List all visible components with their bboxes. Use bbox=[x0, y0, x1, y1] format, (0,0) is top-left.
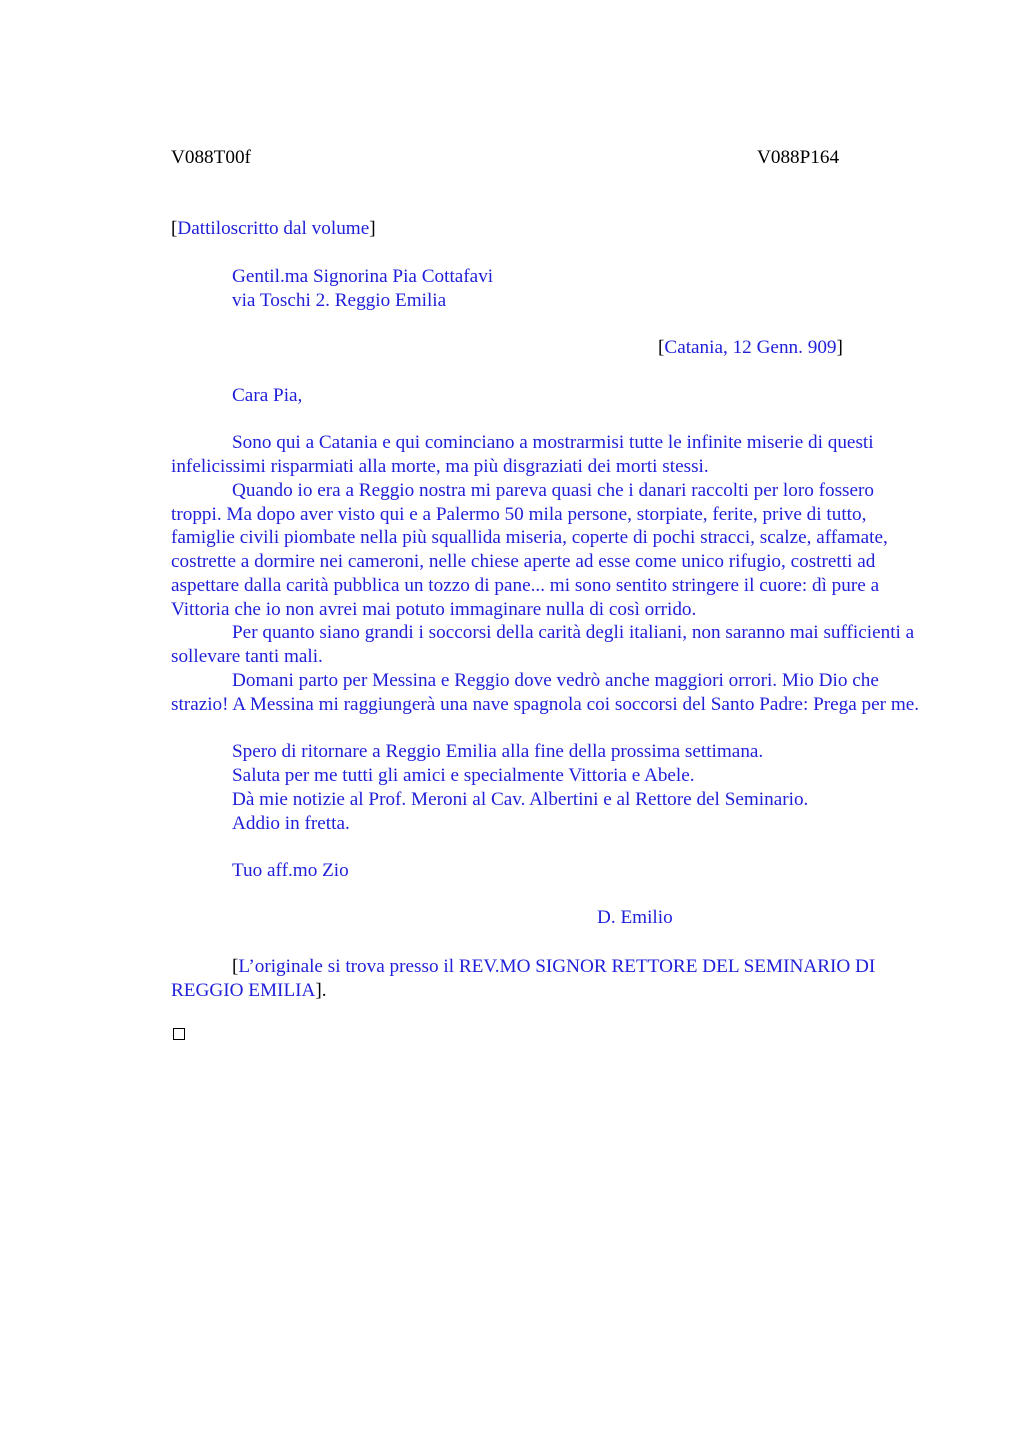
address-line-1: Gentil.ma Signorina Pia Cottafavi bbox=[232, 266, 494, 287]
footnote-close-bracket: ]. bbox=[315, 979, 327, 1001]
header-left-code: V088T00f bbox=[171, 147, 251, 168]
body-paragraph-4: Domani parto per Messina e Reggio dove vedrò anche maggiori orrori. Mio Dio che strazio! A Messina mi raggiungerà una nave spagnola coi soccorsi del Santo Padre: Prega per me. bbox=[171, 670, 920, 715]
source-note-close-bracket: ] bbox=[369, 218, 376, 239]
date-close-bracket: ] bbox=[836, 337, 843, 358]
footnote-open-bracket: [ bbox=[232, 956, 239, 977]
footnote-text: L’originale si trova presso il REV.MO SIGNOR RETTORE DEL SEMINARIO DI REGGIO EMILIA bbox=[171, 956, 876, 1001]
body-line-6: Saluta per me tutti gli amici e specialmente Vittoria e Abele. bbox=[232, 765, 695, 786]
body-line-5: Spero di ritornare a Reggio Emilia alla fine della prossima settimana. bbox=[232, 741, 764, 762]
body-paragraph-1: Sono qui a Catania e qui cominciano a mostrarmisi tutte le infinite miserie di questi infelicissimi risparmiati alla morte, ma più disgraziati dei morti stessi. bbox=[171, 432, 874, 477]
salutation: Cara Pia, bbox=[232, 385, 303, 406]
date-open-bracket: [ bbox=[658, 337, 665, 358]
header-right-code: V088P164 bbox=[757, 147, 840, 168]
footnote bbox=[171, 955, 911, 1002]
address-line-2: via Toschi 2. Reggio Emilia bbox=[232, 290, 447, 311]
signature: D. Emilio bbox=[597, 907, 673, 928]
source-note-open-bracket: [ bbox=[171, 218, 178, 239]
source-note-text: Dattiloscritto dal volume bbox=[177, 218, 370, 239]
source-note bbox=[171, 217, 376, 241]
body-line-8: Addio in fretta. bbox=[232, 813, 350, 834]
date-text: Catania, 12 Genn. 909 bbox=[664, 337, 837, 358]
body-paragraph-3: Per quanto siano grandi i soccorsi della carità degli italiani, non saranno mai sufficienti a sollevare tanti mali. bbox=[171, 622, 915, 667]
body-paragraph-2: Quando io era a Reggio nostra mi pareva quasi che i danari raccolti per loro fossero troppi. Ma dopo aver visto qui e a Palermo 50 mila persone, storpiate, ferite, prive di tutto, famiglie civili piombate nella più squallida miseria, coperte di pochi stracci, scalze, affamate, costrette a dormire nei cameroni, nelle chiese aperte ad esse come unico rifugio, costretti ad aspettare dalla carità pubblica un tozzo di pane... mi sono sentito stringere il cuore: dì pure a Vittoria che io non avrei mai potuto immaginare nulla di così orrido. bbox=[171, 480, 888, 620]
closing: Tuo aff.mo Zio bbox=[232, 860, 349, 881]
letter-date bbox=[658, 336, 843, 360]
end-marker-square-icon bbox=[173, 1028, 185, 1040]
body-line-7: Dà mie notizie al Prof. Meroni al Cav. Albertini e al Rettore del Seminario. bbox=[232, 789, 809, 810]
